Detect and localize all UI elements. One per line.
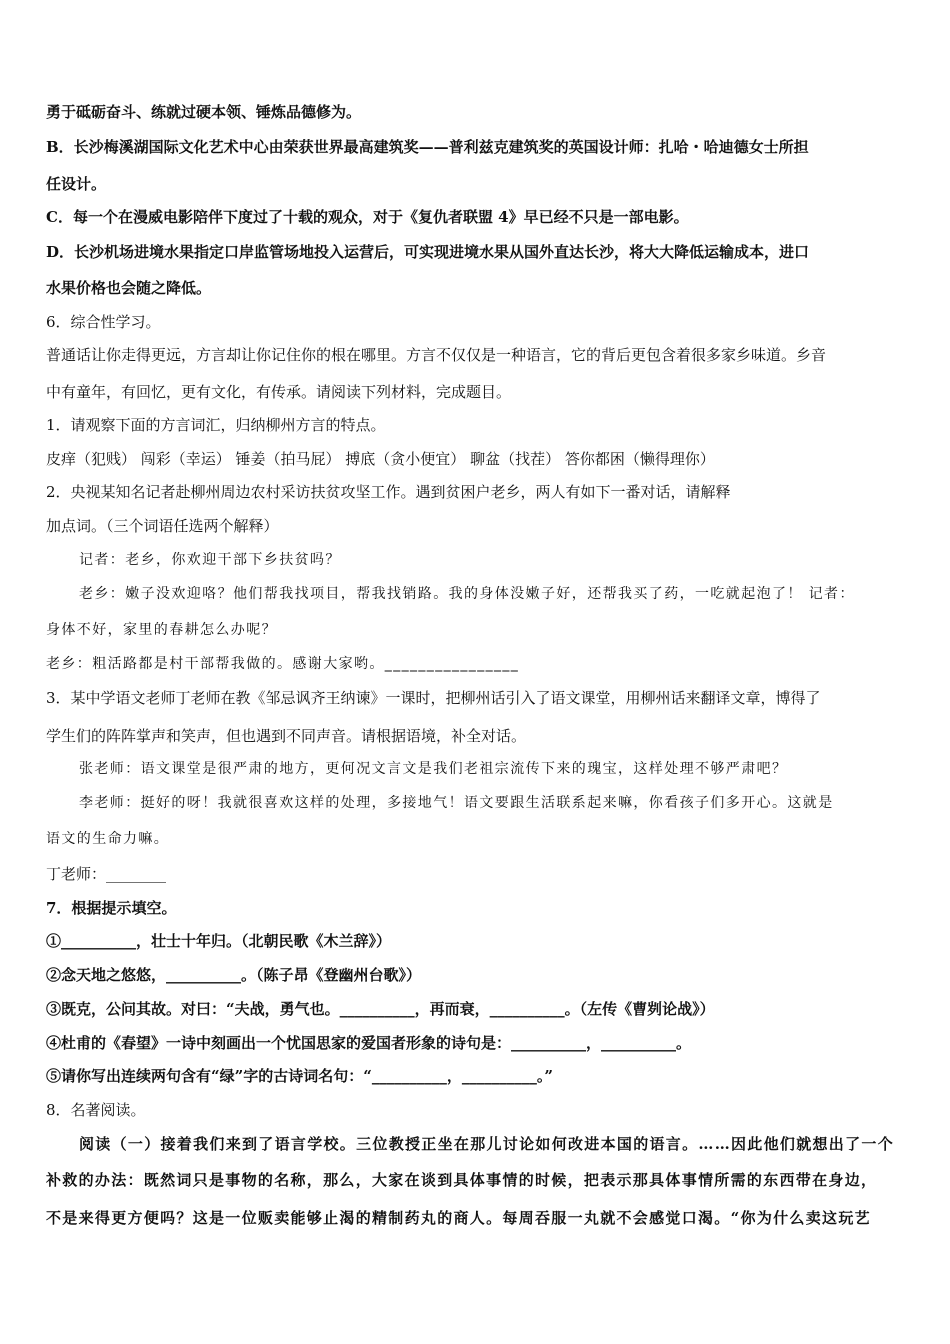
q6-sub2-dialogue-reporter-cont: 身体不好，家里的春耕怎么办呢？ <box>46 622 277 638</box>
q6-sub2-title-line-2: 加点词。（三个词语任选两个解释） <box>46 517 279 535</box>
q6-sub3-dialogue-li-cont: 语文的生命力嘛。 <box>46 831 170 847</box>
q7-item-3: ③既克，公问其故。对曰：“夫战，勇气也。__________，再而衰，__________。（左传《曹刿论战》） <box>46 1000 715 1018</box>
q5-option-d-line-2: 水果价格也会随之降低。 <box>46 279 212 297</box>
q6-sub1-title: 1．请观察下面的方言词汇，归纳柳州方言的特点。 <box>46 416 386 434</box>
q7-item-2: ②念天地之悠悠，__________。（陈子昂《登幽州台歌》） <box>46 966 422 984</box>
q6-title: 6．综合性学习。 <box>46 313 161 331</box>
q8-title: 8．名著阅读。 <box>46 1101 146 1119</box>
q6-sub3-title-line-2: 学生们的阵阵掌声和笑声，但也遇到不同声音。请根据语境，补全对话。 <box>46 727 527 745</box>
q8-reading-line-2: 补救的办法：既然词只是事物的名称，那么，大家在谈到具体事情的时候，把表示那具体事情所需的东西带在身边， <box>46 1171 878 1189</box>
q8-reading-line-1: 阅读（一）接着我们来到了语言学校。三位教授正坐在那儿讨论如何改进本国的语言。……因此他们就想出了一个 <box>79 1135 895 1153</box>
q6-sub2-dialogue-villager: 老乡：嫩子没欢迎咯？他们帮我找项目，帮我找销路。我的身体没嫩子好，还帮我买了药，一吃就起泡了！ 记者： <box>79 586 855 602</box>
q5-option-c: C．每一个在漫威电影陪伴下度过了十载的观众，对于《复仇者联盟 4》早已经不只是一部电影。 <box>46 208 689 226</box>
q6-intro-line-2: 中有童年，有回忆，更有文化，有传承。请阅读下列材料，完成题目。 <box>46 383 512 401</box>
q6-sub3-dialogue-zhang: 张老师：语文课堂是很严肃的地方，更何况文言文是我们老祖宗流传下来的瑰宝，这样处理不够严肃吧？ <box>79 761 788 777</box>
q6-sub2-dialogue-reporter: 记者：老乡，你欢迎干部下乡扶贫吗？ <box>79 552 341 568</box>
q6-sub3-dialogue-li: 李老师：挺好的呀！我就很喜欢这样的处理，多接地气！语文要跟生活联系起来嘛，你看孩子们多开心。这就是 <box>79 795 834 811</box>
q7-item-1: ①__________，壮士十年归。（北朝民歌《木兰辞》） <box>46 932 392 950</box>
q5-option-a-continuation: 勇于砥砺奋斗、练就过硬本领、锤炼品德修为。 <box>46 103 362 121</box>
q5-option-b-line-2: 任设计。 <box>46 175 107 193</box>
q5-option-b-line-1: B．长沙梅溪湖国际文化艺术中心由荣获世界最高建筑奖——普利兹克建筑奖的英国设计师：扎哈・哈迪德女士所担 <box>46 138 809 156</box>
q6-sub1-dialect-words: 皮痒（犯贱） 闯彩（幸运） 锤姜（拍马屁） 搏底（贪小便宜） 聊盆（找茬） 答你都困（懒得理你） <box>46 450 715 468</box>
q7-title: 7．根据提示填空。 <box>46 899 177 917</box>
q7-item-4: ④杜甫的《春望》一诗中刻画出一个忧国思家的爱国者形象的诗句是：__________，__________。 <box>46 1034 692 1052</box>
q5-option-d-line-1: D．长沙机场进境水果指定口岸监管场地投入运营后，可实现进境水果从国外直达长沙，将大大降低运输成本，进口 <box>46 243 810 261</box>
q8-reading-line-3: 不是来得更方便吗？这是一位贩卖能够止渴的精制药丸的商人。每周吞服一丸就不会感觉口渴。“你为什么卖这玩艺 <box>46 1209 871 1227</box>
q6-sub2-dialogue-villager-2: 老乡：粗活路都是村干部帮我做的。感谢大家哟。________________ <box>46 656 520 672</box>
q6-sub3-title-line-1: 3．某中学语文老师丁老师在教《邹忌讽齐王纳谏》一课时，把柳州话引入了语文课堂，用柳州话来翻译文章，博得了 <box>46 689 821 707</box>
q6-sub2-title-line-1: 2．央视某知名记者赴柳州周边农村采访扶贫攻坚工作。遇到贫困户老乡，两人有如下一番对话，请解释 <box>46 483 731 501</box>
q6-sub3-dialogue-ding: 丁老师：________ <box>46 865 167 883</box>
q6-intro-line-1: 普通话让你走得更远，方言却让你记住你的根在哪里。方言不仅仅是一种语言，它的背后更包含着很多家乡味道。乡音 <box>46 346 827 364</box>
q7-item-5: ⑤请你写出连续两句含有“绿”字的古诗词名句：“__________，__________。” <box>46 1067 554 1085</box>
